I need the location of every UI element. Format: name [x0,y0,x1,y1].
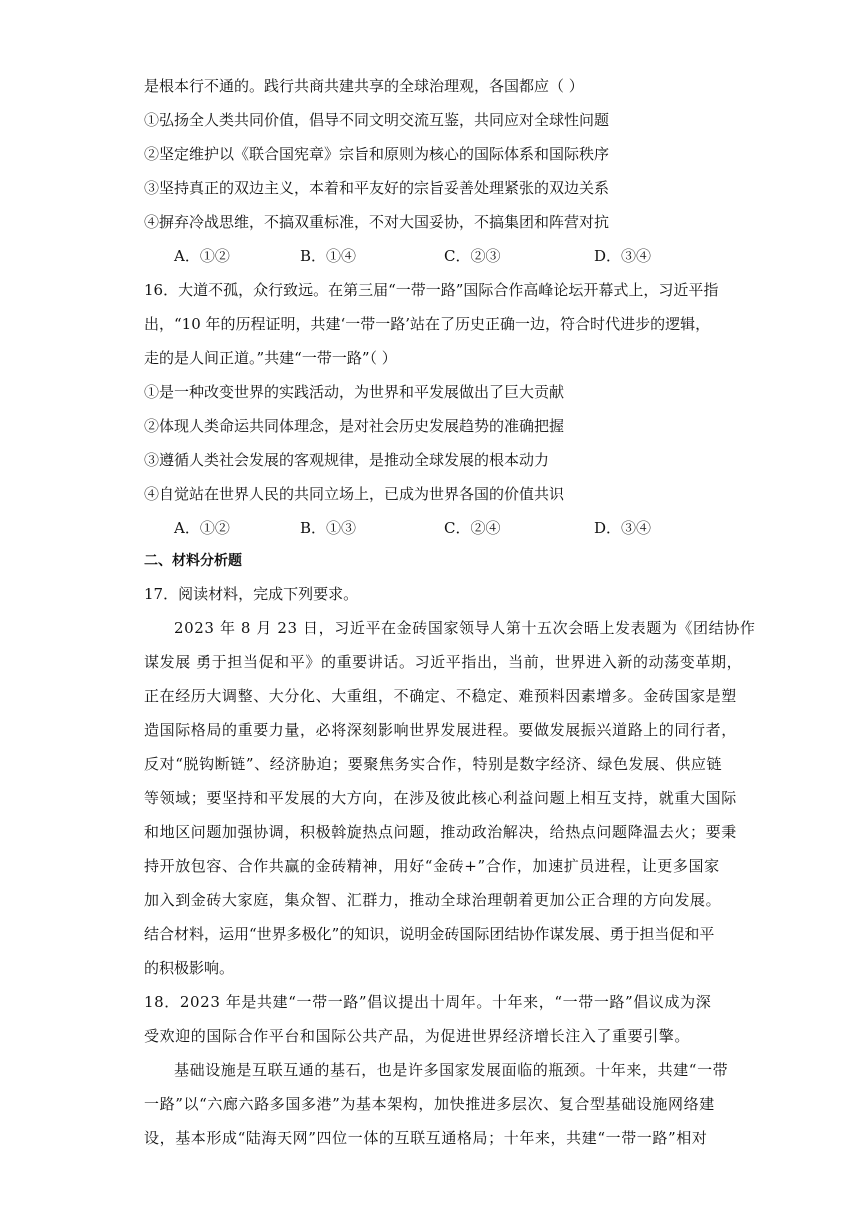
q17-material-line-5: 反对“脱钩断链”、经济胁迫；要聚焦务实合作，特别是数字经济、绿色发展、供应链 [144,755,723,773]
q16-option-d[interactable]: D．③④ [594,519,652,537]
q16-item-2: ②体现人类命运共同体理念，是对社会历史发展趋势的准确把握 [144,417,565,435]
q15-item-2: ②坚定维护以《联合国宪章》宗旨和原则为核心的国际体系和国际秩序 [144,145,610,163]
q15-item-3: ③坚持真正的双边主义，本着和平友好的宗旨妥善处理紧张的双边关系 [144,179,610,197]
q17-material-line-3: 正在经历大调整、大分化、大重组，不确定、不稳定、难预料因素增多。金砖国家是塑 [144,687,737,705]
q15-item-4: ④摒弃冷战思维，不搞双重标准，不对大国妥协，不搞集团和阵营对抗 [144,213,610,231]
q18-material-line-1: 基础设施是互联互通的基石，也是许多国家发展面临的瓶颈。十年来，共建“一带 [174,1061,729,1079]
q16-item-3: ③遵循人类社会发展的客观规律，是推动全球发展的根本动力 [144,451,550,469]
q16-option-a[interactable]: A．①② [174,519,230,537]
q15-option-a[interactable]: A．①② [174,247,230,265]
q17-material-line-4: 造国际格局的重要力量，必将深刻影响世界发展进程。要做发展振兴道路上的同行者， [144,721,737,739]
q16-item-4: ④自觉站在世界人民的共同立场上，已成为世界各国的价值共识 [144,485,565,503]
q16-option-c[interactable]: C．②④ [444,519,501,537]
q15-option-c[interactable]: C．②③ [444,247,501,265]
q15-option-d[interactable]: D．③④ [594,247,652,265]
q18-head-line-2: 受欢迎的国际合作平台和国际公共产品，为促进世界经济增长注入了重要引擎。 [144,1027,691,1045]
q17-material-line-9: 加入到金砖大家庭，集众智、汇群力，推动全球治理朝着更加公正合理的方向发展。 [144,891,722,909]
q17-material-line-2: 谋发展 勇于担当促和平》的重要讲话。习近平指出，当前，世界进入新的动荡变革期， [144,653,743,671]
q17-material-line-1: 2023 年 8 月 23 日，习近平在金砖国家领导人第十五次会晤上发表题为《团结协作 [174,619,756,637]
q16-stem-line-3: 走的是人间正道。”共建“一带一路”（ ） [144,349,397,367]
q18-material-line-2: 一路”以“六廊六路多国多港”为基本架构，加快推进多层次、复合型基础设施网络建 [144,1095,715,1113]
q16-option-b[interactable]: B．①③ [300,519,357,537]
q17-question-line-1: 结合材料，运用“世界多极化”的知识，说明金砖国际团结协作谋发展、勇于担当促和平 [144,925,715,943]
q16-stem-line-2: 出，“10 年的历程证明，共建‘一带一路’站在了历史正确一边，符合时代进步的逻辑， [144,315,711,333]
q16-stem-line-1: 16．大道不孤，众行致远。在第三届“一带一路”国际合作高峰论坛开幕式上，习近平指 [144,281,719,299]
section-heading: 二、材料分析题 [144,553,242,569]
q15-option-b[interactable]: B．①④ [300,247,357,265]
q18-head-line-1: 18．2023 年是共建“一带一路”倡议提出十周年。十年来，“一带一路”倡议成为深 [144,993,712,1011]
q18-material-line-3: 设，基本形成“陆海天网”四位一体的互联互通格局；十年来，共建“一带一路”相对 [144,1129,708,1147]
q17-material-line-8: 持开放包容、合作共赢的金砖精神，用好“金砖+”合作，加速扩员进程，让更多国家 [144,857,720,875]
q15-stem-tail: 是根本行不通的。践行共商共建共享的全球治理观，各国都应（ ） [144,77,584,95]
q17-material-line-6: 等领域；要坚持和平发展的大方向，在涉及彼此核心利益问题上相互支持，就重大国际 [144,789,737,807]
q17-material-line-7: 和地区问题加强协调，积极斡旋热点问题，推动政治解决，给热点问题降温去火；要秉 [144,823,737,841]
q17-head: 17．阅读材料，完成下列要求。 [144,585,359,603]
q15-item-1: ①弘扬全人类共同价值，倡导不同文明交流互鉴，共同应对全球性问题 [144,111,610,129]
q17-question-line-2: 的积极影响。 [144,959,235,977]
q16-item-1: ①是一种改变世界的实践活动，为世界和平发展做出了巨大贡献 [144,383,565,401]
